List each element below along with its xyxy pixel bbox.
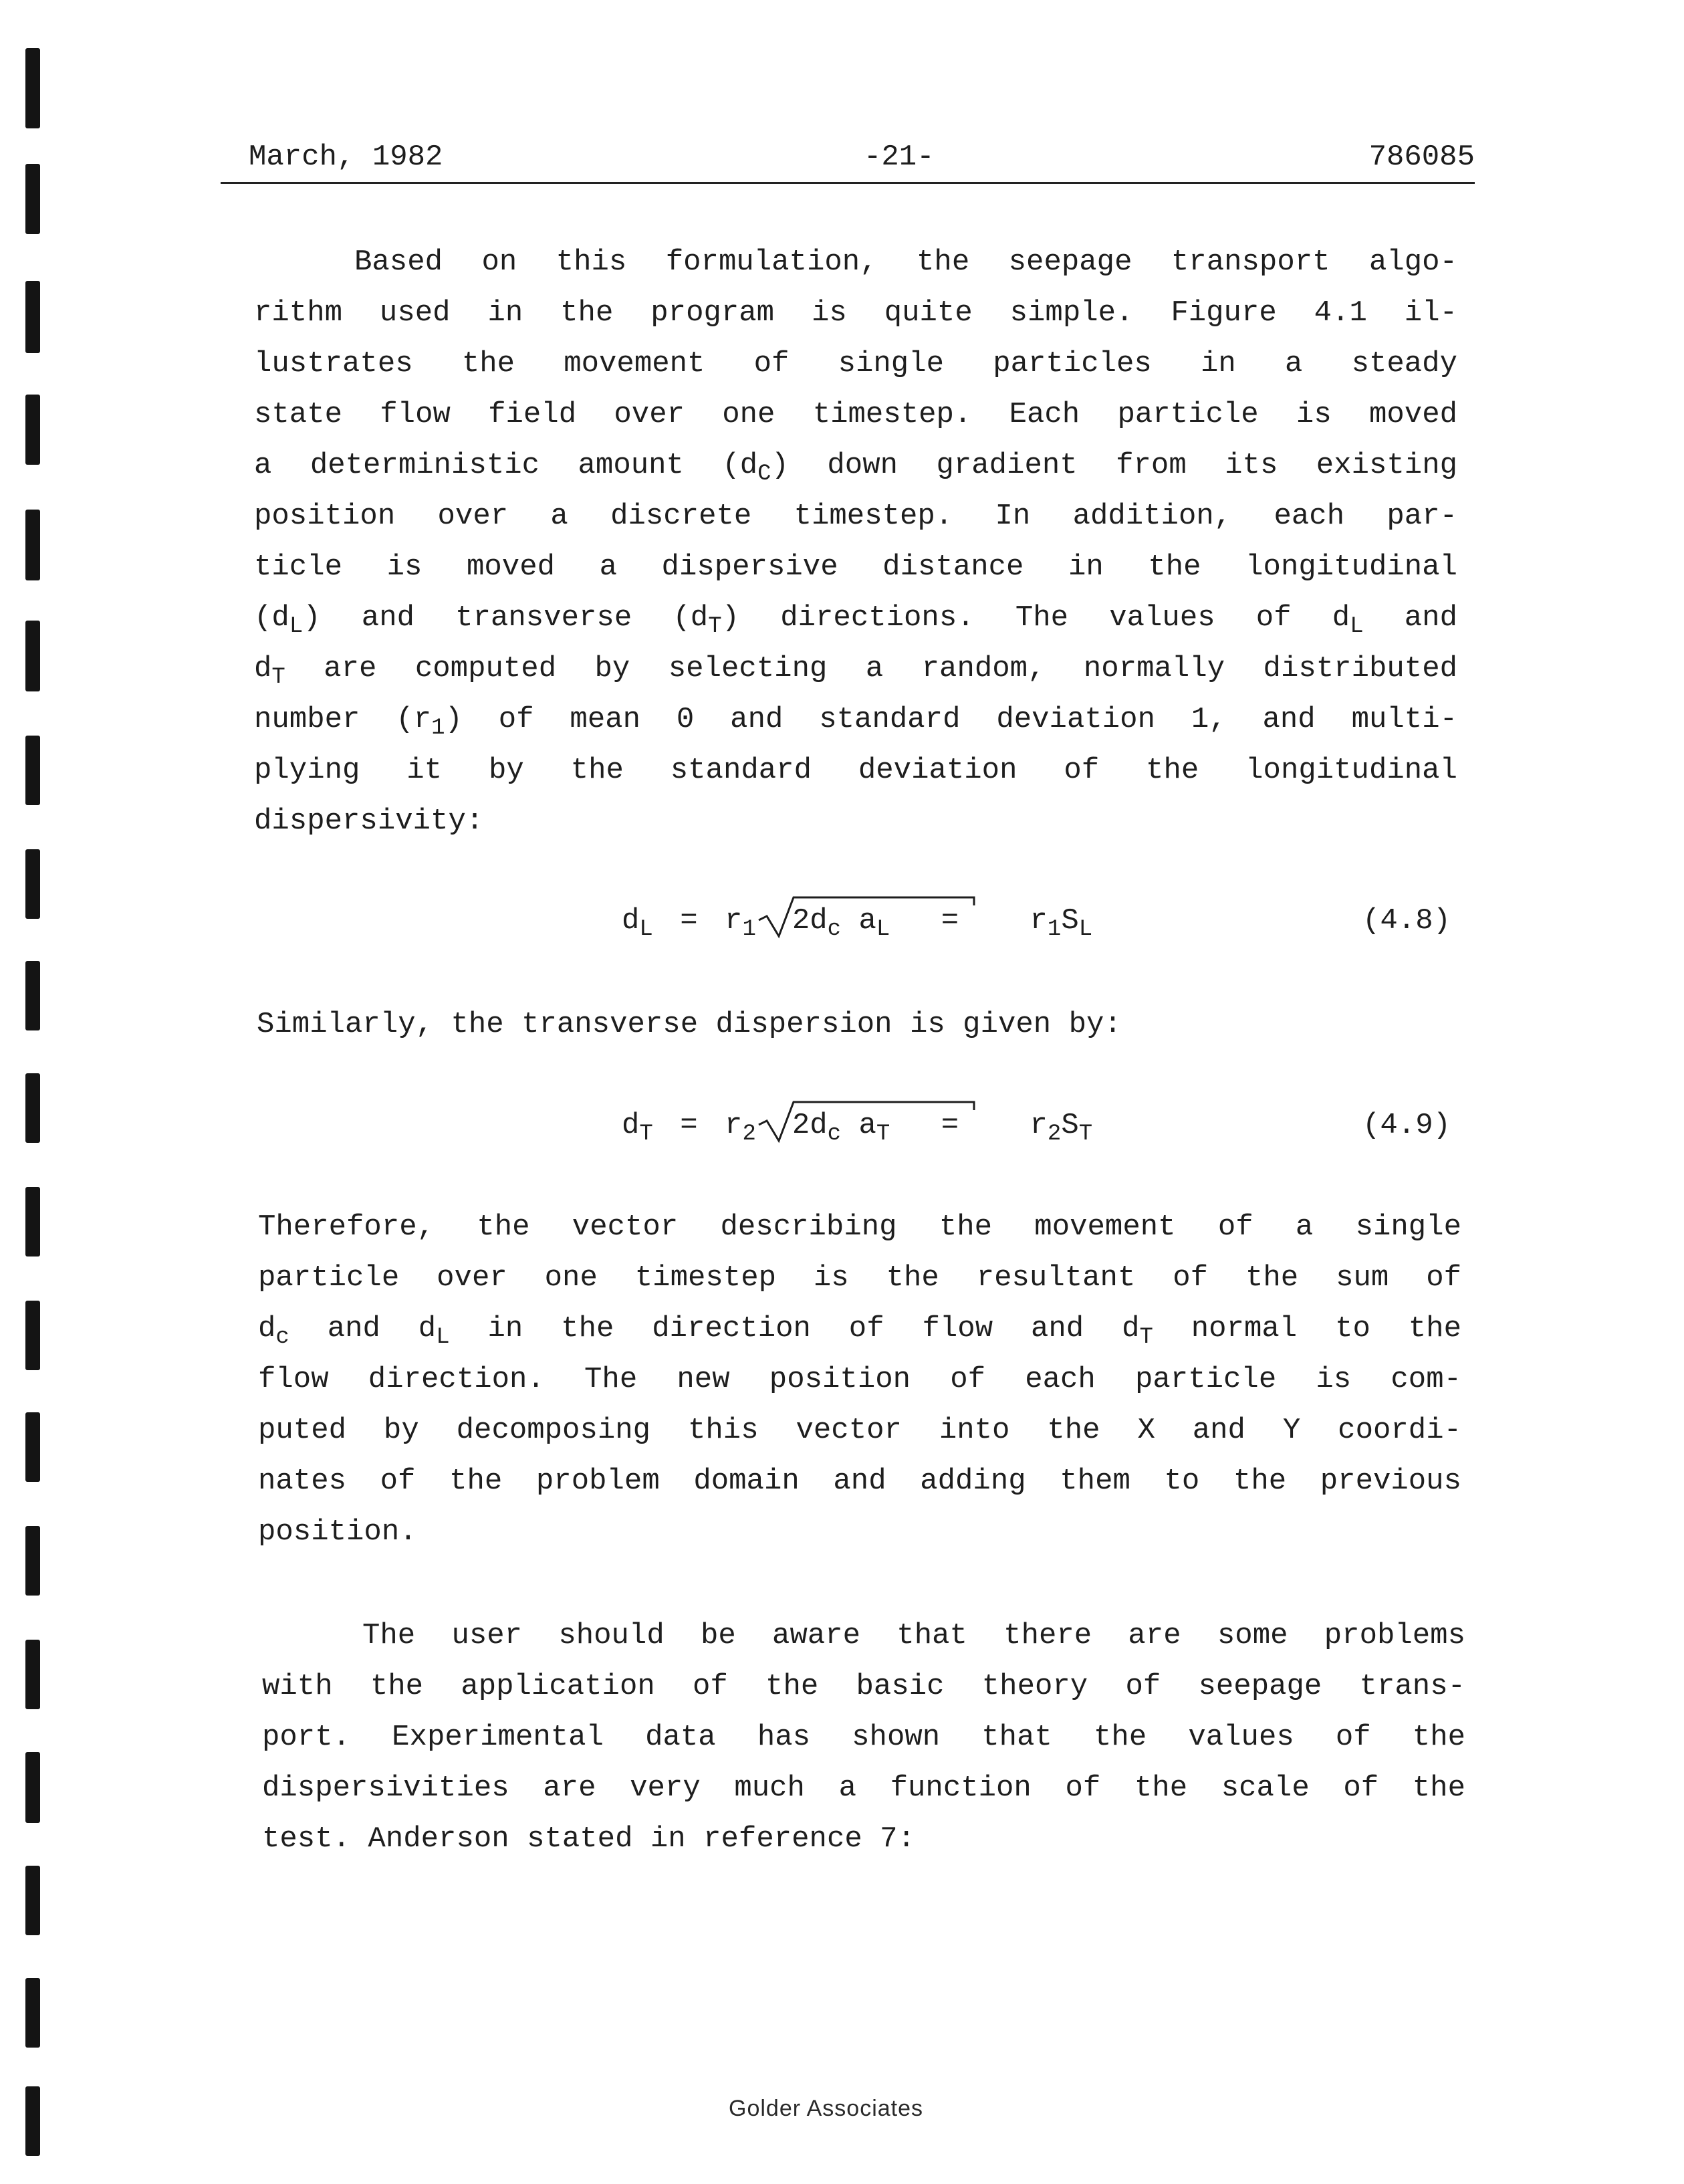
text-line: with the application of the basic theory of seepage trans- [262,1670,1465,1703]
radical-sign-icon [756,893,977,940]
text-run: ) and transverse (d [303,601,709,635]
binder-mark [25,736,40,805]
text-run: (d [254,601,289,635]
text-line: test. Anderson stated in reference 7: [262,1822,915,1856]
eq-symbol: d [622,904,640,938]
text-run: and d [289,1312,437,1345]
subscript: 1 [742,917,756,942]
eq-equals: = [680,904,698,938]
text-run: are computed by selecting a random, normally distributed [285,652,1457,685]
subscript: 2 [742,1121,756,1147]
text-line: port. Experimental data has shown that the values of the [262,1721,1465,1754]
subscript: L [289,614,304,639]
square-root [756,904,890,942]
text-line: dispersivities are very much a function of the scale of the [262,1771,1465,1805]
text-line: lustrates the movement of single particles in a steady [254,347,1457,380]
subscript: T [876,1121,890,1147]
eq-symbol: r [725,1109,743,1142]
subscript: c [827,1121,842,1147]
binder-mark [25,1752,40,1823]
binder-mark [25,621,40,691]
eq-symbol: d [622,1109,640,1142]
binder-mark [25,1412,40,1482]
subscript: L [639,917,653,942]
subscript: C [757,461,771,487]
subscript: c [275,1325,289,1350]
eq-symbol: S [1061,904,1079,938]
text-line: position. [258,1515,417,1549]
binder-mark [25,48,40,128]
paragraph-2 [258,1202,1461,1557]
header-date: March, 1982 [249,140,443,174]
text-run: ) down gradient from its existing [771,449,1458,482]
eq-symbol: 2d [792,904,828,938]
subscript: 1 [1047,917,1062,942]
subscript: c [827,917,842,942]
text-line [254,643,1457,694]
text-line: puted by decomposing this vector into the X and Y coordi- [258,1414,1461,1447]
eq-symbol: r [1030,1109,1048,1142]
header-document-number: 786085 [1368,140,1475,174]
text-line: dispersivity: [254,804,484,838]
eq-symbol: 2d [792,1109,828,1142]
binder-mark [25,281,40,353]
binder-mark [25,1866,40,1935]
header-rule [221,182,1475,184]
text-line: state flow field over one timestep. Each particle is moved [254,398,1457,431]
eq-symbol: S [1061,1109,1079,1142]
subscript: T [639,1121,653,1147]
binder-mark [25,1073,40,1143]
binder-mark [25,1640,40,1709]
eq-symbol: a [858,904,876,938]
text-line: rithm used in the program is quite simple. Figure 4.1 il- [254,296,1457,330]
text-line: Therefore, the vector describing the movement of a single [258,1210,1461,1244]
text-line: plying it by the standard deviation of the longitudinal [254,754,1457,787]
eq-equals: = [680,1109,698,1142]
equation-4-9 [622,1109,1093,1147]
binder-mark [25,1526,40,1596]
binder-mark [25,395,40,465]
eq-equals: = [941,1109,959,1142]
eq-symbol: a [858,1109,876,1142]
text-line: position over a discrete timestep. In addition, each par- [254,500,1457,533]
header-page-number: -21- [864,140,935,174]
text-run: ) directions. The values of d [721,601,1350,635]
equation-label-4-8: (4.8) [1362,904,1451,938]
text-run: in the direction of flow and d [449,1312,1140,1345]
subscript: T [271,665,285,690]
binder-mark [25,849,40,919]
paragraph-1 [254,237,1457,847]
subscript: L [1350,614,1364,639]
square-root [756,1109,890,1147]
radical-sign-icon [756,1098,977,1145]
text-line: Based on this formulation, the seepage transport algo- [354,245,1457,279]
binder-mark [25,164,40,234]
subscript: L [876,917,890,942]
binder-mark [25,1187,40,1257]
text-line [258,1303,1461,1354]
text-run: d [254,652,272,685]
text-line: particle over one timestep is the resultant of the sum of [258,1261,1461,1295]
subscript: 1 [431,716,445,741]
text-run: ) of mean 0 and standard deviation 1, and multi- [445,703,1457,736]
text-line: nates of the problem domain and adding them to the previous [258,1464,1461,1498]
text-run: d [258,1312,276,1345]
text-line [254,694,1457,745]
page-header [249,140,1475,181]
eq-symbol: r [725,904,743,938]
equation-4-8 [622,904,1093,942]
binder-mark [25,1978,40,2048]
binder-mark [25,510,40,580]
text-run: number (r [254,703,432,736]
eq-equals: = [941,904,959,938]
binder-mark [25,2086,40,2156]
text-line [254,592,1457,643]
subscript: L [1078,917,1093,942]
text-run: a deterministic amount (d [254,449,758,482]
binder-mark [25,961,40,1030]
text-run: and [1363,601,1457,635]
subscript: T [1139,1325,1153,1350]
text-line: The user should be aware that there are some problems [362,1619,1465,1652]
subscript: T [1078,1121,1093,1147]
binder-marks [25,0,45,2184]
subscript: 2 [1047,1121,1062,1147]
text-line [254,440,1457,491]
text-line: Similarly, the transverse dispersion is given by: [257,1008,1122,1041]
footer-company: Golder Associates [729,2096,924,2121]
binder-mark [25,1301,40,1370]
text-run: normal to the [1153,1312,1461,1345]
paragraph-3 [262,1610,1465,1864]
eq-symbol: r [1030,904,1048,938]
subscript: T [708,614,722,639]
equation-label-4-9: (4.9) [1362,1109,1451,1142]
text-line: ticle is moved a dispersive distance in the longitudinal [254,550,1457,584]
text-line: flow direction. The new position of each particle is com- [258,1363,1461,1396]
subscript: L [436,1325,450,1350]
paragraph-similarly [257,999,1460,1050]
